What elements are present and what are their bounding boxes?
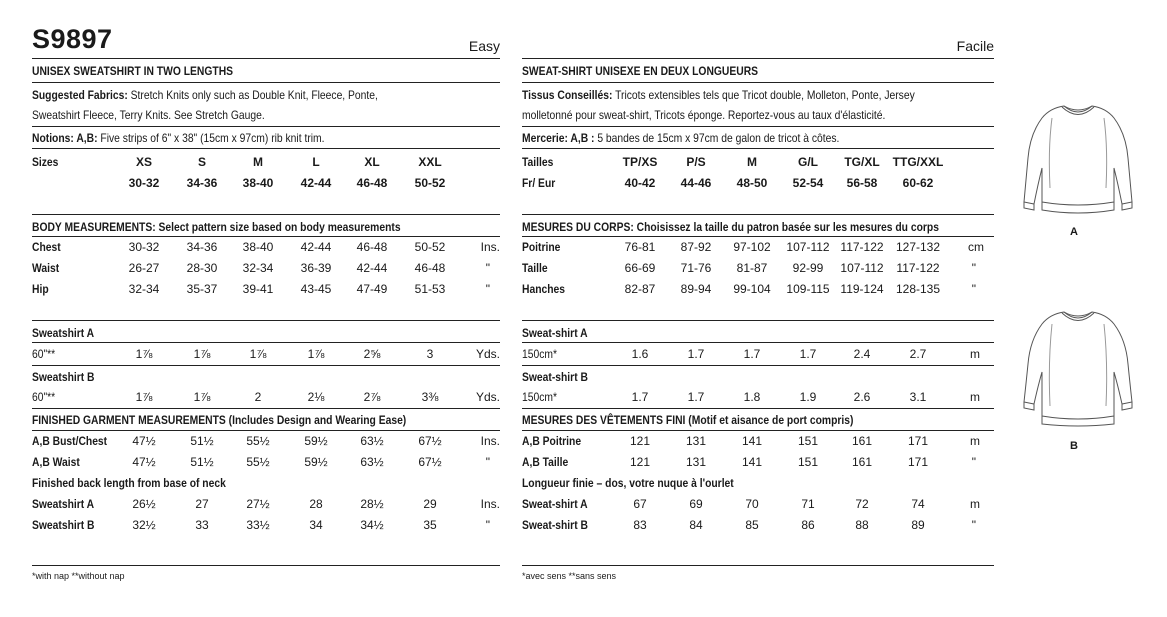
back-length-value: 26½ xyxy=(132,497,156,511)
size-number: 30-32 xyxy=(128,176,160,190)
yardage-value: 1⅞ xyxy=(135,390,153,404)
sizes-sub-label: Fr/ Eur xyxy=(522,176,556,190)
difficulty-label: Easy xyxy=(468,38,500,54)
size-number: 46-48 xyxy=(356,176,388,190)
unit-label: Ins. xyxy=(480,497,500,511)
fabric-width: 150cm* xyxy=(522,347,557,361)
bust-value: 51½ xyxy=(190,434,214,448)
back-length-value: 33½ xyxy=(246,518,270,532)
yardage-value: 1.7 xyxy=(799,347,817,361)
divider xyxy=(522,565,994,566)
bust-value: 151 xyxy=(797,434,819,448)
fabrics-line-2: Sweatshirt Fleece, Terry Knits. See Stretch Gauge. xyxy=(32,108,265,122)
sweatshirt-short-icon xyxy=(1022,98,1134,220)
waist-value: 81-87 xyxy=(736,261,768,275)
waist-value: 46-48 xyxy=(414,261,446,275)
back-length-value: 28 xyxy=(309,497,323,511)
finished-waist-value: 59½ xyxy=(304,455,328,469)
footnote: *with nap **without nap xyxy=(32,571,125,581)
finished-waist-value: 47½ xyxy=(132,455,156,469)
sweatshirt-long-icon xyxy=(1022,306,1134,428)
ditto-mark: " xyxy=(971,261,976,275)
back-length-value: 71 xyxy=(801,497,815,511)
divider xyxy=(32,148,500,149)
fabric-width: 60"** xyxy=(32,347,56,361)
yardage-value: 1.7 xyxy=(687,347,705,361)
divider xyxy=(522,148,994,149)
yardage-value: 1⅞ xyxy=(307,347,325,361)
hip-label: Hip xyxy=(32,282,49,296)
pattern-title: UNISEX SWEATSHIRT IN TWO LENGTHS xyxy=(32,64,234,78)
waist-value: 107-112 xyxy=(840,261,884,275)
bust-chest-label: A,B Poitrine xyxy=(522,434,582,448)
size-number: 44-46 xyxy=(680,176,712,190)
divider xyxy=(522,430,994,431)
back-length-value: 84 xyxy=(689,518,703,532)
divider xyxy=(522,126,994,127)
chest-value: 117-122 xyxy=(840,240,884,254)
divider xyxy=(32,214,500,215)
hip-value: 47-49 xyxy=(356,282,388,296)
chest-value: 38-40 xyxy=(242,240,274,254)
bust-value: 141 xyxy=(741,434,763,448)
back-length-a-label: Sweatshirt A xyxy=(32,497,95,511)
size-number: 38-40 xyxy=(242,176,274,190)
unit-label: Ins. xyxy=(480,434,500,448)
figure-a-label: A xyxy=(1070,226,1078,238)
waist-value: 66-69 xyxy=(624,261,656,275)
size-number: 52-54 xyxy=(792,176,824,190)
sweatshirt-b-label: Sweat-shirt B xyxy=(522,370,588,384)
yardage-value: 3⅜ xyxy=(421,390,439,404)
yardage-value: 3.1 xyxy=(909,390,927,404)
divider xyxy=(522,408,994,409)
finished-waist-value: 141 xyxy=(741,455,763,469)
finished-measurements-title: MESURES DES VÊTEMENTS FINI (Motif et aisance de port compris) xyxy=(522,413,854,427)
yardage-value: 1.7 xyxy=(687,390,705,404)
divider xyxy=(32,408,500,409)
yardage-value: 1⅞ xyxy=(249,347,267,361)
bust-chest-label: A,B Bust/Chest xyxy=(32,434,108,448)
finished-waist-value: 131 xyxy=(685,455,707,469)
finished-waist-value: 63½ xyxy=(360,455,384,469)
back-length-title: Longueur finie – dos, votre nuque à l'ourlet xyxy=(522,476,734,490)
ditto-mark: " xyxy=(971,518,976,532)
waist-label: Waist xyxy=(32,261,60,275)
fabrics-line-2: molletonné pour sweat-shirt, Tricots éponge. Reportez-vous au taux d'élasticité. xyxy=(522,108,886,122)
waist-value: 28-30 xyxy=(186,261,218,275)
unit-label: m xyxy=(970,390,980,404)
unit-label: Yds. xyxy=(475,347,500,361)
size-header: XS xyxy=(135,155,153,169)
size-header: G/L xyxy=(798,155,818,169)
ditto-mark: " xyxy=(971,282,976,296)
hip-value: 32-34 xyxy=(128,282,160,296)
divider xyxy=(32,58,500,59)
finished-waist-value: 171 xyxy=(907,455,929,469)
hip-value: 128-135 xyxy=(895,282,941,296)
bust-value: 131 xyxy=(685,434,707,448)
bust-value: 171 xyxy=(907,434,929,448)
divider xyxy=(522,82,994,83)
notions-line: Notions: A,B: Five strips of 6" x 38" (15cm x 97cm) rib knit trim. xyxy=(32,131,325,145)
sizes-label: Sizes xyxy=(32,155,59,169)
back-length-value: 33 xyxy=(195,518,209,532)
yardage-value: 1.8 xyxy=(743,390,761,404)
chest-value: 30-32 xyxy=(128,240,160,254)
size-header: S xyxy=(197,155,207,169)
sweatshirt-b-illustration xyxy=(1022,306,1134,428)
yardage-value: 2.6 xyxy=(853,390,871,404)
yardage-value: 1⅞ xyxy=(193,347,211,361)
pattern-code: S9897 xyxy=(32,24,113,54)
notions-line: Mercerie: A,B : 5 bandes de 15cm x 97cm de galon de tricot à côtes. xyxy=(522,131,840,145)
back-length-a-label: Sweat-shirt A xyxy=(522,497,588,511)
size-header: TTG/XXL xyxy=(892,155,944,169)
yardage-value: 2.4 xyxy=(853,347,871,361)
ditto-mark: " xyxy=(485,282,490,296)
chest-value: 87-92 xyxy=(680,240,712,254)
ditto-mark: " xyxy=(485,261,490,275)
unit-label: cm xyxy=(968,240,984,254)
finished-waist-value: 161 xyxy=(851,455,873,469)
yardage-value: 1.9 xyxy=(799,390,817,404)
bust-value: 55½ xyxy=(246,434,270,448)
footnote: *avec sens **sans sens xyxy=(522,571,617,581)
fabrics-line-1: Suggested Fabrics: Stretch Knits only such as Double Knit, Fleece, Ponte, xyxy=(32,88,378,102)
sizes-label: Tailles xyxy=(522,155,554,169)
waist-value: 42-44 xyxy=(356,261,388,275)
size-header: TG/XL xyxy=(844,155,880,169)
finished-waist-value: 151 xyxy=(797,455,819,469)
size-header: P/S xyxy=(686,155,706,169)
yardage-value: 2⅝ xyxy=(363,347,381,361)
sweatshirt-a-label: Sweatshirt A xyxy=(32,326,95,340)
chest-value: 34-36 xyxy=(186,240,218,254)
divider xyxy=(522,320,994,321)
size-number: 42-44 xyxy=(300,176,332,190)
unit-label: Yds. xyxy=(475,390,500,404)
bust-value: 63½ xyxy=(360,434,384,448)
yardage-value: 1⅞ xyxy=(193,390,211,404)
ditto-mark: " xyxy=(485,518,490,532)
chest-label: Chest xyxy=(32,240,61,254)
divider xyxy=(32,126,500,127)
back-length-b-label: Sweatshirt B xyxy=(32,518,95,532)
waist-value: 92-99 xyxy=(792,261,824,275)
chest-value: 50-52 xyxy=(414,240,446,254)
yardage-value: 1.7 xyxy=(743,347,761,361)
chest-value: 97-102 xyxy=(733,240,771,254)
chest-value: 42-44 xyxy=(300,240,332,254)
ditto-mark: " xyxy=(485,455,490,469)
back-length-value: 89 xyxy=(911,518,925,532)
divider xyxy=(522,58,994,59)
waist-value: 36-39 xyxy=(300,261,332,275)
waist-value: 32-34 xyxy=(242,261,274,275)
figure-b-label: B xyxy=(1070,440,1078,452)
fabrics-line-1: Tissus Conseillés: Tricots extensibles tels que Tricot double, Molleton, Ponte, Jersey xyxy=(522,88,915,102)
bust-value: 121 xyxy=(629,434,651,448)
chest-label: Poitrine xyxy=(522,240,561,254)
back-length-value: 69 xyxy=(689,497,703,511)
size-number: 60-62 xyxy=(902,176,934,190)
unit-label: Ins. xyxy=(480,240,500,254)
finished-waist-label: A,B Taille xyxy=(522,455,569,469)
back-length-value: 34 xyxy=(309,518,323,532)
back-length-value: 88 xyxy=(855,518,869,532)
divider xyxy=(32,82,500,83)
back-length-value: 70 xyxy=(745,497,759,511)
sweatshirt-b-label: Sweatshirt B xyxy=(32,370,95,384)
difficulty-label: Facile xyxy=(956,38,994,54)
chest-value: 107-112 xyxy=(786,240,830,254)
back-length-value: 74 xyxy=(911,497,925,511)
hip-value: 35-37 xyxy=(186,282,218,296)
hip-value: 109-115 xyxy=(786,282,830,296)
fabric-width: 150cm* xyxy=(522,390,557,404)
back-length-value: 34½ xyxy=(360,518,384,532)
size-number: 34-36 xyxy=(186,176,218,190)
size-header: XL xyxy=(364,155,380,169)
size-header: L xyxy=(312,155,320,169)
back-length-value: 67 xyxy=(633,497,647,511)
hip-value: 119-124 xyxy=(840,282,884,296)
back-length-value: 28½ xyxy=(360,497,384,511)
hip-label: Hanches xyxy=(522,282,566,296)
yardage-value: 2⅛ xyxy=(307,390,325,404)
bust-value: 47½ xyxy=(132,434,156,448)
hip-value: 89-94 xyxy=(680,282,712,296)
waist-label: Taille xyxy=(522,261,548,275)
unit-label: m xyxy=(970,434,980,448)
chest-value: 76-81 xyxy=(624,240,656,254)
size-number: 48-50 xyxy=(736,176,768,190)
back-length-value: 32½ xyxy=(132,518,156,532)
body-measurements-title: BODY MEASUREMENTS: Select pattern size based on body measurements xyxy=(32,220,401,234)
divider xyxy=(522,365,994,366)
chest-value: 46-48 xyxy=(356,240,388,254)
hip-value: 99-104 xyxy=(733,282,771,296)
unit-label: m xyxy=(970,347,980,361)
size-number: 50-52 xyxy=(414,176,446,190)
sweatshirt-a-label: Sweat-shirt A xyxy=(522,326,588,340)
back-length-value: 27½ xyxy=(246,497,270,511)
finished-waist-value: 55½ xyxy=(246,455,270,469)
yardage-value: 1⅞ xyxy=(135,347,153,361)
hip-value: 39-41 xyxy=(242,282,274,296)
divider xyxy=(32,430,500,431)
back-length-value: 83 xyxy=(633,518,647,532)
divider xyxy=(522,342,994,343)
yardage-value: 2 xyxy=(254,390,262,404)
waist-value: 117-122 xyxy=(896,261,940,275)
size-number: 56-58 xyxy=(846,176,878,190)
body-measurements-title: MESURES DU CORPS: Choisissez la taille du patron basée sur les mesures du corps xyxy=(522,220,939,234)
size-header: M xyxy=(253,155,263,169)
yardage-value: 1.6 xyxy=(631,347,649,361)
hip-value: 82-87 xyxy=(624,282,656,296)
divider xyxy=(522,214,994,215)
back-length-title: Finished back length from base of neck xyxy=(32,476,226,490)
sweatshirt-a-illustration xyxy=(1022,98,1134,220)
back-length-value: 27 xyxy=(195,497,209,511)
hip-value: 43-45 xyxy=(300,282,332,296)
fabric-width: 60"** xyxy=(32,390,56,404)
chest-value: 127-132 xyxy=(895,240,941,254)
divider xyxy=(522,236,994,237)
divider xyxy=(32,320,500,321)
yardage-value: 3 xyxy=(426,347,434,361)
unit-label: m xyxy=(970,497,980,511)
bust-value: 67½ xyxy=(418,434,442,448)
back-length-value: 35 xyxy=(423,518,437,532)
size-number: 40-42 xyxy=(624,176,656,190)
finished-waist-value: 121 xyxy=(629,455,651,469)
yardage-value: 2⅞ xyxy=(363,390,381,404)
divider xyxy=(32,236,500,237)
finished-waist-value: 51½ xyxy=(190,455,214,469)
pattern-title: SWEAT-SHIRT UNISEXE EN DEUX LONGUEURS xyxy=(522,64,759,78)
bust-value: 59½ xyxy=(304,434,328,448)
finished-waist-value: 67½ xyxy=(418,455,442,469)
divider xyxy=(32,565,500,566)
ditto-mark: " xyxy=(971,455,976,469)
size-header: M xyxy=(747,155,757,169)
bust-value: 161 xyxy=(851,434,873,448)
divider xyxy=(32,342,500,343)
size-header: XXL xyxy=(418,155,442,169)
yardage-value: 1.7 xyxy=(631,390,649,404)
back-length-value: 72 xyxy=(855,497,869,511)
waist-value: 71-76 xyxy=(680,261,712,275)
hip-value: 51-53 xyxy=(414,282,446,296)
back-length-value: 86 xyxy=(801,518,815,532)
back-length-value: 29 xyxy=(423,497,437,511)
back-length-value: 85 xyxy=(745,518,759,532)
finished-waist-label: A,B Waist xyxy=(32,455,80,469)
back-length-b-label: Sweat-shirt B xyxy=(522,518,588,532)
divider xyxy=(32,365,500,366)
yardage-value: 2.7 xyxy=(909,347,927,361)
waist-value: 26-27 xyxy=(128,261,160,275)
size-header: TP/XS xyxy=(622,155,658,169)
finished-measurements-title: FINISHED GARMENT MEASUREMENTS (Includes Design and Wearing Ease) xyxy=(32,413,407,427)
